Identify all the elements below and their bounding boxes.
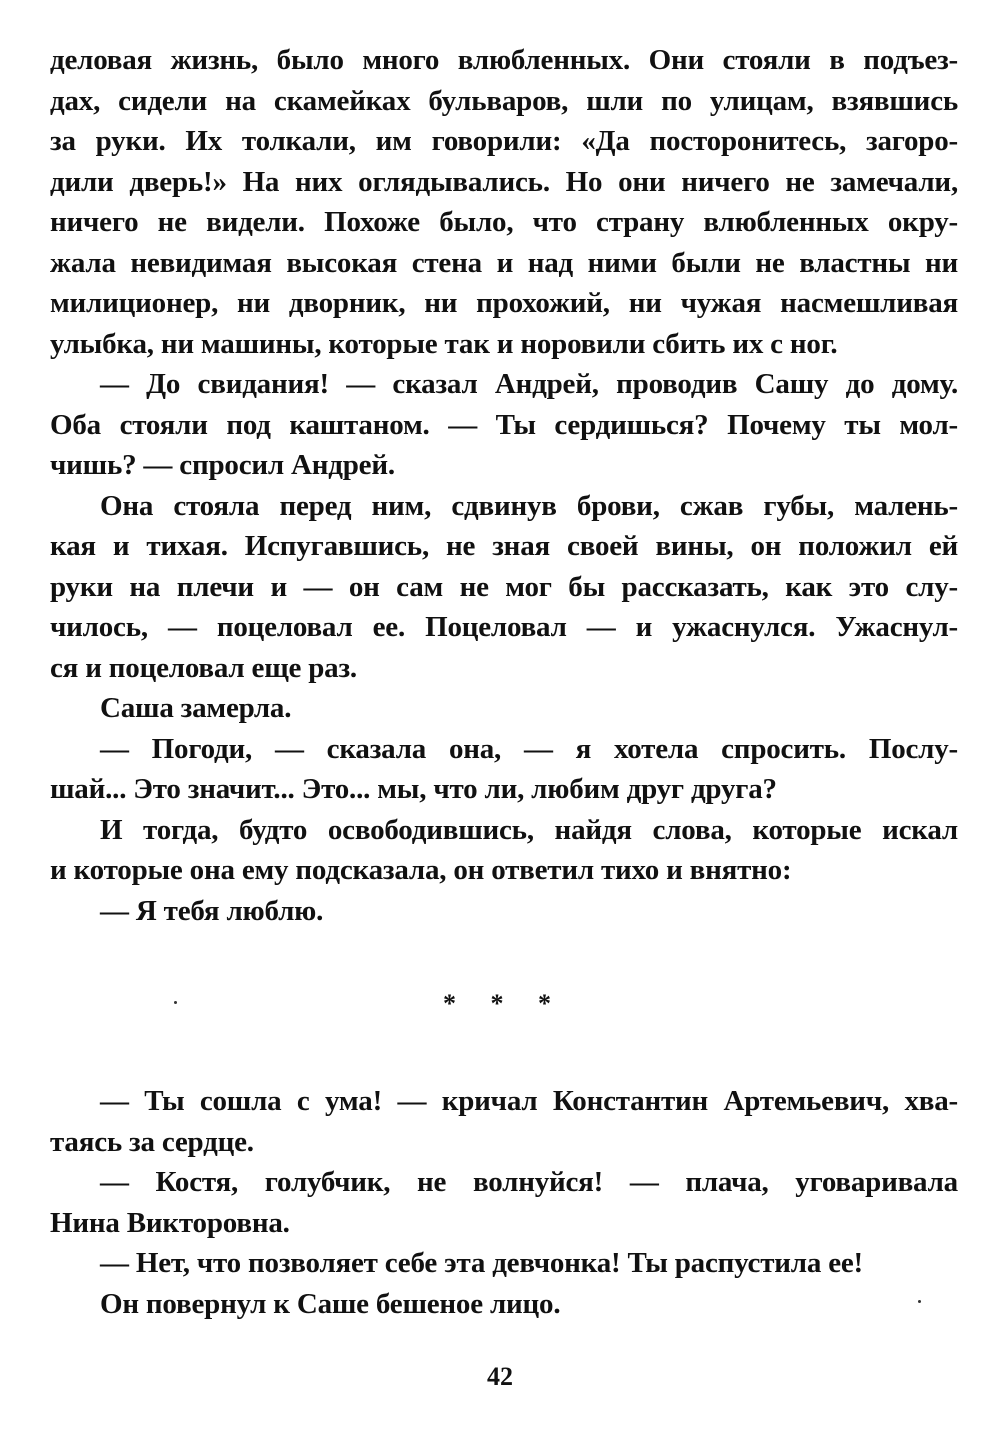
paragraph-10 — [50, 1243, 958, 1284]
paragraph-9 — [50, 1162, 958, 1243]
paragraph-8 — [50, 1081, 958, 1162]
paragraph-5 — [50, 729, 958, 810]
text-line: и которые она ему подсказала, он ответил тихо и внятно: — [50, 854, 792, 886]
text-line: за руки. Их толкали, им говорили: «Да посторонитесь, загоро- — [50, 125, 958, 157]
section-break — [50, 931, 958, 1081]
paragraph-11 — [50, 1284, 958, 1325]
text-line: жала невидимая высокая стена и над ними были не властны ни — [50, 246, 958, 279]
page-number: 42 — [487, 1362, 513, 1391]
text-line: Нина Викторовна. — [50, 1206, 290, 1239]
text-line: Он повернул к Саше бешеное лицо. — [100, 1287, 561, 1320]
paragraph-4 — [50, 688, 958, 729]
paragraph-1 — [50, 40, 958, 364]
paragraph-2 — [50, 364, 958, 486]
text-line: деловая жизнь, было много влюбленных. Они стояли в подъез- — [50, 44, 958, 76]
paragraph-3 — [50, 486, 958, 689]
text-line: кая и тихая. Испугавшись, не зная своей вины, он положил ей — [50, 530, 958, 562]
section-separator: * * * — [443, 989, 565, 1018]
text-line: — Нет, что позволяет себе эта девчонка! Ты распустила ее! — [100, 1247, 863, 1279]
text-line: Оба стояли под каштаном. — Ты сердишься? Почему ты мол- — [50, 408, 958, 441]
print-speck — [918, 1300, 921, 1303]
text-line: — Костя, голубчик, не волнуйся! — плача, уговаривала — [100, 1166, 958, 1198]
text-line: — Я тебя люблю. — [100, 894, 324, 927]
book-page-text — [50, 40, 958, 1324]
text-line: — Ты сошла с ума! — кричал Константин Артемьевич, хва- — [100, 1085, 958, 1117]
text-line: Саша замерла. — [100, 692, 292, 724]
text-line: И тогда, будто освободившись, найдя слова, которые искал — [100, 813, 958, 846]
text-line: Она стояла перед ним, сдвинув брови, сжав губы, малень- — [100, 489, 958, 522]
text-line: ничего не видели. Похоже было, что страну влюбленных окру- — [50, 206, 958, 238]
text-line: руки на плечи и — он сам не мог бы рассказать, как это слу- — [50, 570, 958, 603]
text-line: — До свидания! — сказал Андрей, проводив Сашу до дому. — [100, 368, 958, 400]
text-line: чилось, — поцеловал ее. Поцеловал — и ужаснулся. Ужаснул- — [50, 611, 958, 643]
text-line: ся и поцеловал еще раз. — [50, 651, 357, 684]
text-line: — Погоди, — сказала она, — я хотела спросить. Послу- — [100, 732, 958, 765]
paragraph-6 — [50, 810, 958, 891]
text-line: милиционер, ни дворник, ни прохожий, ни чужая насмешливая — [50, 287, 958, 319]
text-line: чишь? — спросил Андрей. — [50, 449, 395, 481]
text-line: дах, сидели на скамейках бульваров, шли по улицам, взявшись — [50, 84, 958, 117]
text-line: улыбка, ни машины, которые так и норовили сбить их с ног. — [50, 327, 838, 360]
paragraph-7 — [50, 891, 958, 932]
text-line: таясь за сердце. — [50, 1125, 254, 1158]
text-line: шай... Это значит... Это... мы, что ли, любим друг друга? — [50, 773, 777, 805]
text-line: дили дверь!» На них оглядывались. Но они ничего не замечали, — [50, 165, 958, 198]
